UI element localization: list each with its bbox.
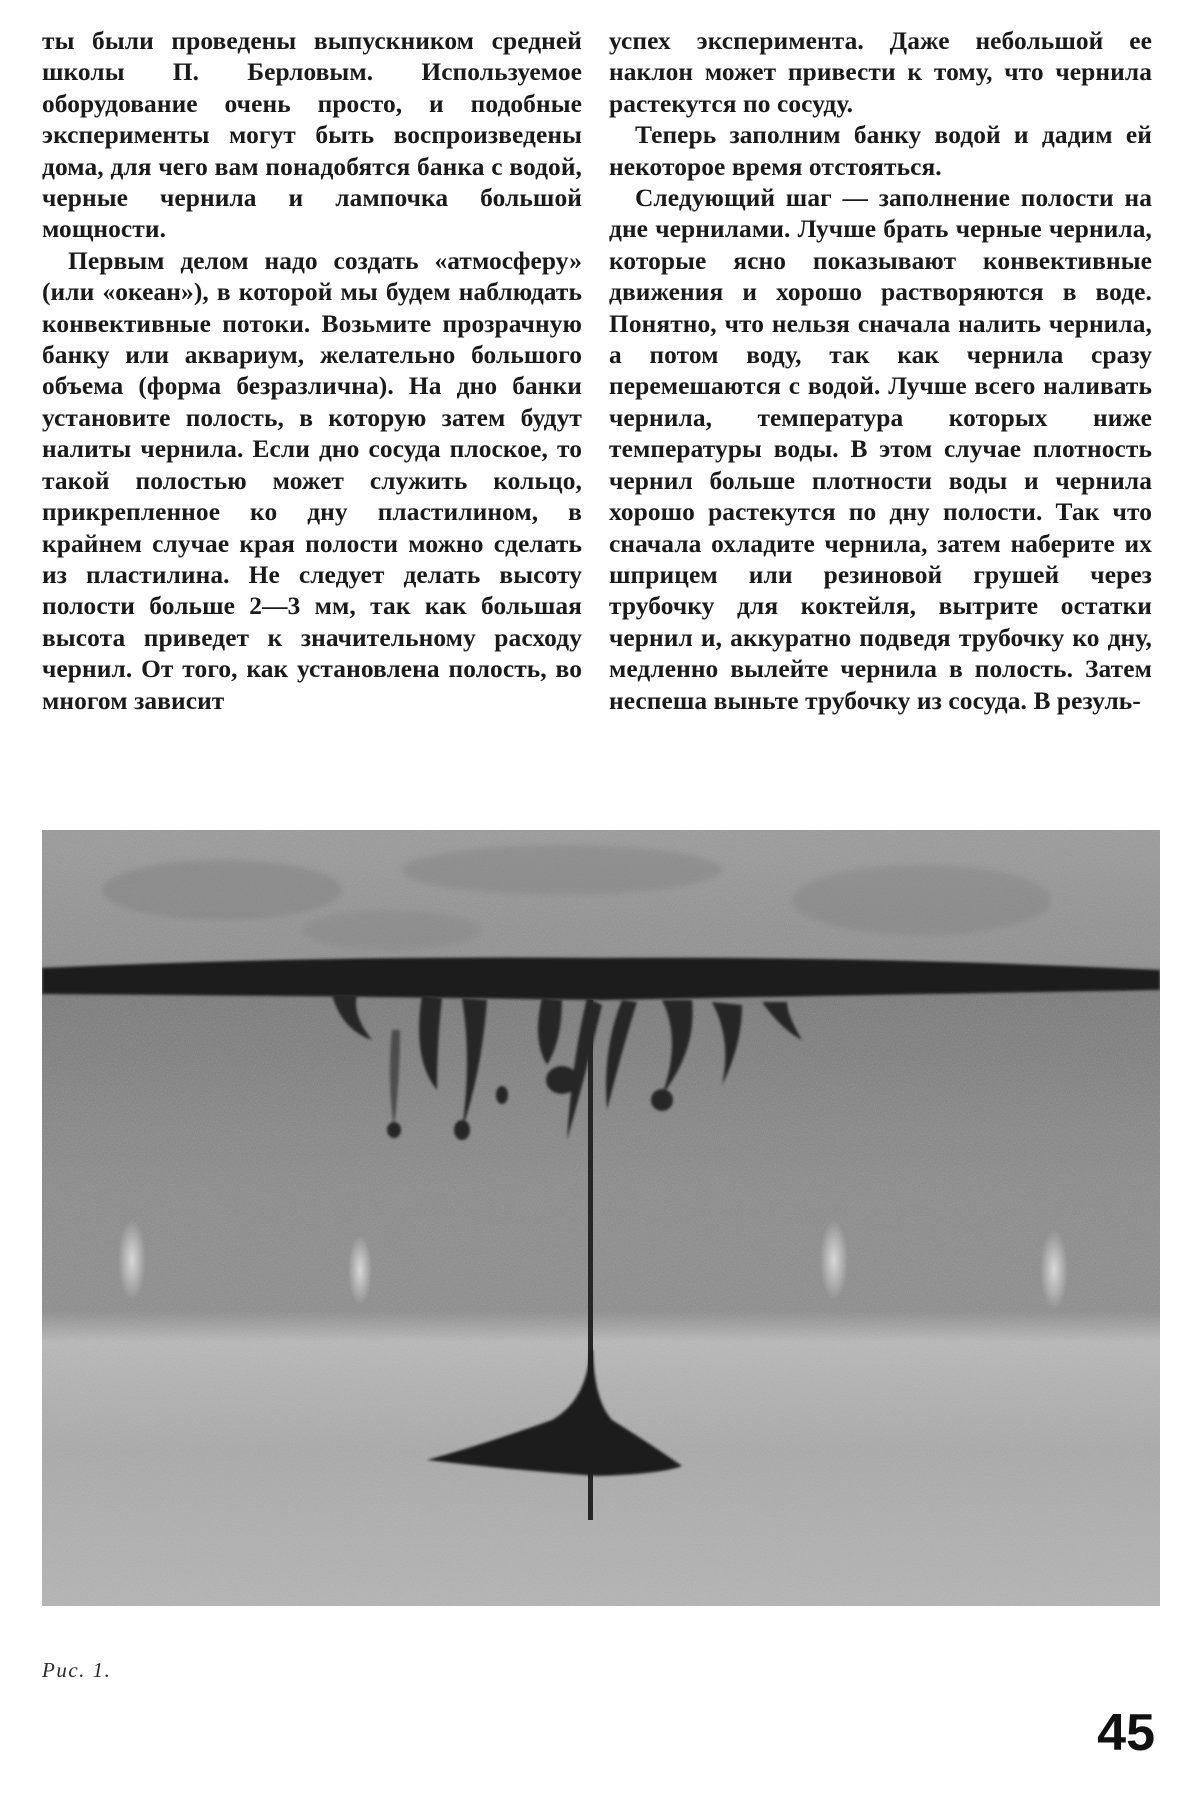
light-reflection-3 [820,1220,848,1300]
right-paragraph-1: успех эксперимента. Даже небольшой ее наклон может привести к тому, что чернила растекутся по сосуду. [609,27,1152,118]
photo-background [42,830,1160,1606]
page-number: 45 [1097,1704,1155,1762]
right-column [609,26,1152,717]
left-paragraph-1: ты были проведены выпускником средней школы П. Берловым. Используемое оборудование очень просто, и подобные эксперименты могут быть воспроизведены дома, для чего вам понадобятся банка с водой, черные чернила и лампочка большой мощности. [42,27,582,244]
light-reflection-4 [1040,1230,1068,1310]
figure-photo [42,830,1160,1606]
right-paragraph-2: Теперь заполним банку водой и дадим ей некоторое время отстояться. [609,121,1152,181]
left-paragraph-2: Первым делом надо создать «атмосферу» (или «океан»), в которой мы будем наблюдать конвективные потоки. Возьмите прозрачную банку или аквариум, желательно большого объема (форма безразлична). На дно банки установите полость, в которую затем будут налиты чернила. Если дно сосуда плоское, то такой полостью может служить кольцо, прикрепленное ко дну пластилином, в крайнем случае края полости можно сделать из пластилина. Не следует делать высоту полости больше 2—3 мм, так как большая высота приведет к значительному расходу чернил. От того, как установлена полость, во многом зависит [42,246,582,715]
left-column [42,26,582,717]
text-columns [42,26,1150,786]
right-paragraph-3: Следующий шаг — заполнение полости на дне чернилами. Лучше брать черные чернила, которые ясно показывают конвективные движения и хорошо растворяются в воде. Понятно, что нельзя сначала налить чернила, а потом воду, так как чернила сразу перемешаются с водой. Лучше всего наливать чернила, температура которых ниже температуры воды. В этом случае плотность чернил больше плотности воды и чернила хорошо растекутся по дну полости. Так что сначала охладите чернила, затем наберите их шприцем или резиновой грушей через трубочку для коктейля, вытрите остатки чернил и, аккуратно подведя трубочку ко дну, медленно вылейте чернила в полость. Затем неспеша выньте трубочку из сосуда. В резуль- [609,184,1152,715]
light-reflection-1 [118,1220,146,1300]
light-reflection-2 [348,1235,372,1305]
ink-convection-photo-icon [42,830,1160,1606]
figure-caption: Рис. 1. [42,1658,112,1682]
